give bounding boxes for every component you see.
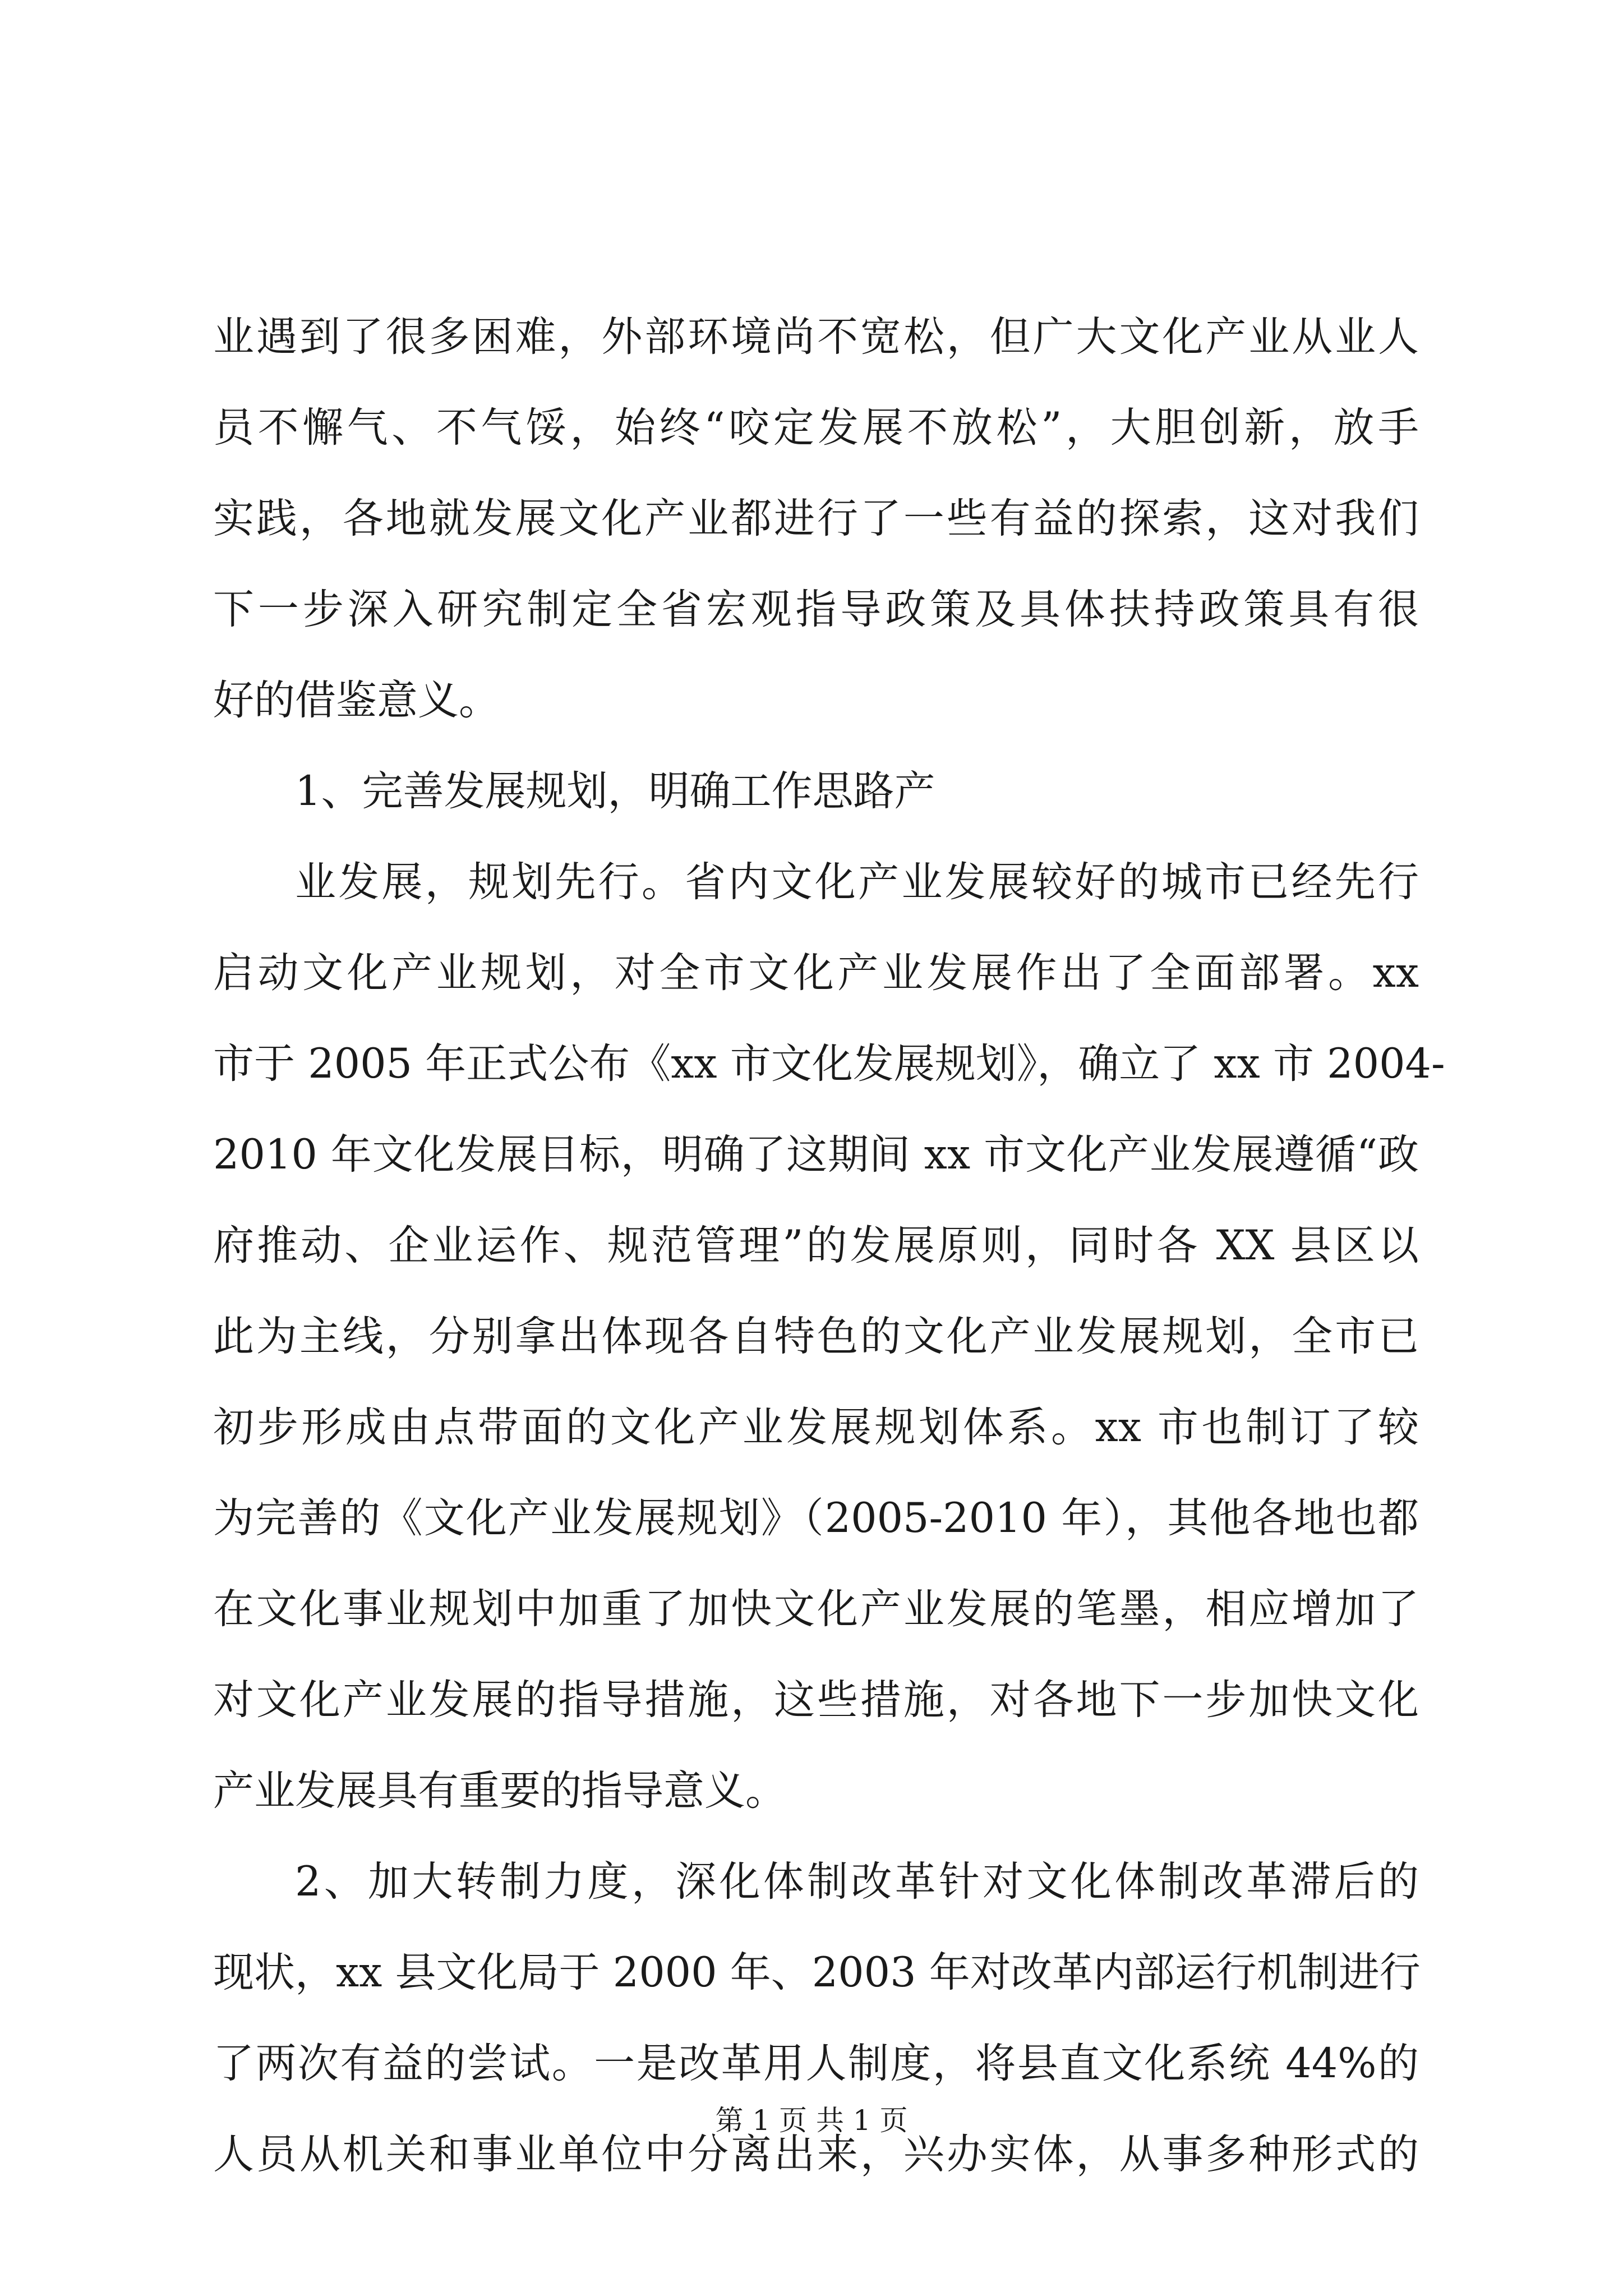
page-footer [0, 2104, 1623, 2137]
text-line: 启动文化产业规划，对全市文化产业发展作出了全面部署。xx [213, 949, 1419, 997]
section-heading: 1、完善发展规划，明确工作思路产 [295, 767, 935, 815]
text-line: 2010 年文化发展目标，明确了这期间 xx 市文化产业发展遵循“政 [213, 1131, 1419, 1179]
text-line: 了两次有益的尝试。一是改革用人制度，将县直文化系统 44%的 [213, 2040, 1419, 2087]
text-line: 府推动、企业运作、规范管理”的发展原则，同时各 XX 县区以 [213, 1222, 1419, 1269]
text-line: 初步形成由点带面的文化产业发展规划体系。xx 市也制订了较 [213, 1404, 1419, 1451]
text-line: 此为主线，分别拿出体现各自特色的文化产业发展规划，全市已 [213, 1313, 1419, 1360]
text-line: 在文化事业规划中加重了加快文化产业发展的笔墨，相应增加了 [213, 1585, 1419, 1633]
text-line: 员不懈气、不气馁，始终“咬定发展不放松”，大胆创新，放手 [213, 404, 1419, 452]
text-line: 市于 2005 年正式公布《xx 市文化发展规划》，确立了 xx 市 2004- [213, 1040, 1445, 1088]
document-body [213, 292, 1445, 2200]
section-heading: 2、加大转制力度，深化体制改革针对文化体制改革滞后的 [295, 1858, 1419, 1906]
text-line: 好的借鉴意义。 [213, 677, 500, 724]
text-line: 人员从机关和事业单位中分离出来，兴办实体，从事多种形式的 [213, 2131, 1419, 2178]
text-line: 下一步深入研究制定全省宏观指导政策及具体扶持政策具有很 [213, 586, 1419, 633]
text-line: 实践，各地就发展文化产业都进行了一些有益的探索，这对我们 [213, 495, 1419, 542]
page-number-label: 第 1 页 共 1 页 [715, 2104, 908, 2137]
text-line: 业发展，规划先行。省内文化产业发展较好的城市已经先行 [295, 858, 1419, 906]
text-line: 为完善的《文化产业发展规划》（2005-2010 年），其他各地也都 [213, 1494, 1419, 1542]
text-line: 现状，xx 县文化局于 2000 年、2003 年对改革内部运行机制进行 [213, 1949, 1421, 1996]
text-line: 业遇到了很多困难，外部环境尚不宽松，但广大文化产业从业人 [213, 313, 1419, 361]
text-line: 对文化产业发展的指导措施，这些措施，对各地下一步加快文化 [213, 1676, 1419, 1724]
text-line: 产业发展具有重要的指导意义。 [213, 1767, 786, 1815]
